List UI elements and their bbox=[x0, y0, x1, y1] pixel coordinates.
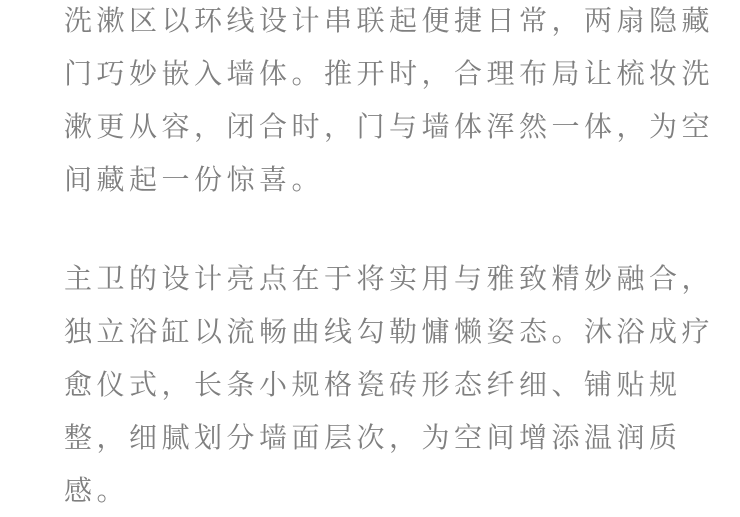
paragraph-washing-area: 洗漱区以环线设计串联起便捷日常，两扇隐藏门巧妙嵌入墙体。推开时，合理布局让梳妆洗漱更从容，闭合时，门与墙体浑然一体，为空间藏起一份惊喜。 bbox=[64, 5, 715, 195]
paragraph-master-bathroom: 主卫的设计亮点在于将实用与雅致精妙融合，独立浴缸以流畅曲线勾勒慵懒姿态。沐浴成疗愈仪式，长条小规格瓷砖形态纤细、铺贴规整，细腻划分墙面层次，为空间增添温润质感。 bbox=[64, 263, 715, 506]
